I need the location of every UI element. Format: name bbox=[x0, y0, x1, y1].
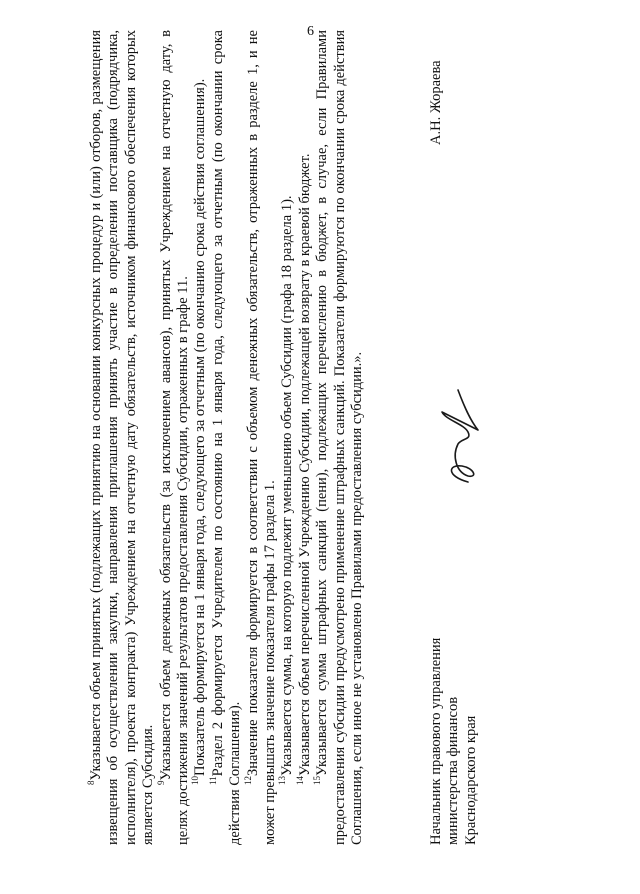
page-number: 6 bbox=[307, 24, 314, 39]
footnote-paragraph bbox=[210, 30, 245, 845]
footnote-text: Показатель формируется на 1 января года, следующего за отчетным (по окончанию срока действия соглашения). bbox=[192, 78, 209, 776]
footnote-number: 8 bbox=[86, 780, 97, 785]
footnote-text: Указывается объем принятых (подлежащих принятию на основании конкурсных процедур и (или) отборов, размещения извещения об осуществлении закупки, направления приглашения принять участие в определении поставщика (подрядчика, исполнителя), проекта контракта) Учреждением на отчетную дату обязательств, источником финансового обеспечения которых является Субсидия. bbox=[88, 30, 157, 845]
handwritten-signature bbox=[428, 380, 488, 490]
footnote-text: Указывается объем перечисленной Учреждению Субсидии, подлежащей возврату в краевой бюджет. bbox=[296, 153, 313, 776]
footnotes-text bbox=[88, 30, 367, 845]
footnote-number: 9 bbox=[155, 780, 166, 785]
footnote-text: Указывается сумма, на которую подлежит уменьшению объем Субсидии (графа 18 раздела 1). bbox=[279, 195, 296, 776]
footnote-paragraph bbox=[88, 30, 158, 845]
footnote-text: Значение показателя формируется в соответствии с объемом денежных обязательств, отраженных в разделе 1, и не может превышать значение показателя графы 17 раздела 1. bbox=[244, 30, 279, 845]
signatory-name: А.Н. Жораева bbox=[428, 60, 444, 145]
footnote-number: 10 bbox=[190, 776, 201, 785]
signatory-position-line: Краснодарского края bbox=[462, 715, 479, 845]
footnote-paragraph bbox=[297, 30, 314, 845]
footnote-number: 11 bbox=[208, 776, 219, 785]
signatory-position-line: министерства финансов bbox=[445, 696, 462, 845]
footnote-text: Указывается сумма штрафных санкций (пени), подлежащих перечислению в бюджет, в случае, если Правилами предоставления субсидии предусмотрено применение штрафных санкций. Показатели формируются по окончании срока действия Соглашения, если иное не установлено Правилами предоставления субсидии.». bbox=[314, 30, 366, 845]
signatory-position-line: Начальник правового управления bbox=[428, 637, 444, 845]
footnote-number: 13 bbox=[277, 776, 288, 785]
footnote-paragraph bbox=[279, 30, 296, 845]
footnote-number: 14 bbox=[295, 776, 306, 785]
footnote-paragraph bbox=[192, 30, 209, 845]
signature-block bbox=[428, 30, 488, 845]
footnote-number: 15 bbox=[312, 776, 323, 785]
rotated-page-content bbox=[88, 30, 548, 845]
footnote-number: 12 bbox=[242, 776, 253, 785]
footnote-text: Раздел 2 формируется Учредителем по состоянию на 1 января года, следующего за отчетным (по окончании срока действия Соглашения). bbox=[209, 30, 244, 845]
footnote-text: Указывается объем денежных обязательств (за исключением авансов), принятых Учреждением на отчетную дату, в целях достижения значений результатов предоставления Субсидии, отраженных в графе 11. bbox=[157, 30, 192, 845]
footnote-paragraph bbox=[314, 30, 366, 845]
footnote-paragraph bbox=[242, 30, 280, 845]
signatory-position bbox=[428, 638, 480, 845]
footnote-paragraph bbox=[155, 30, 193, 845]
